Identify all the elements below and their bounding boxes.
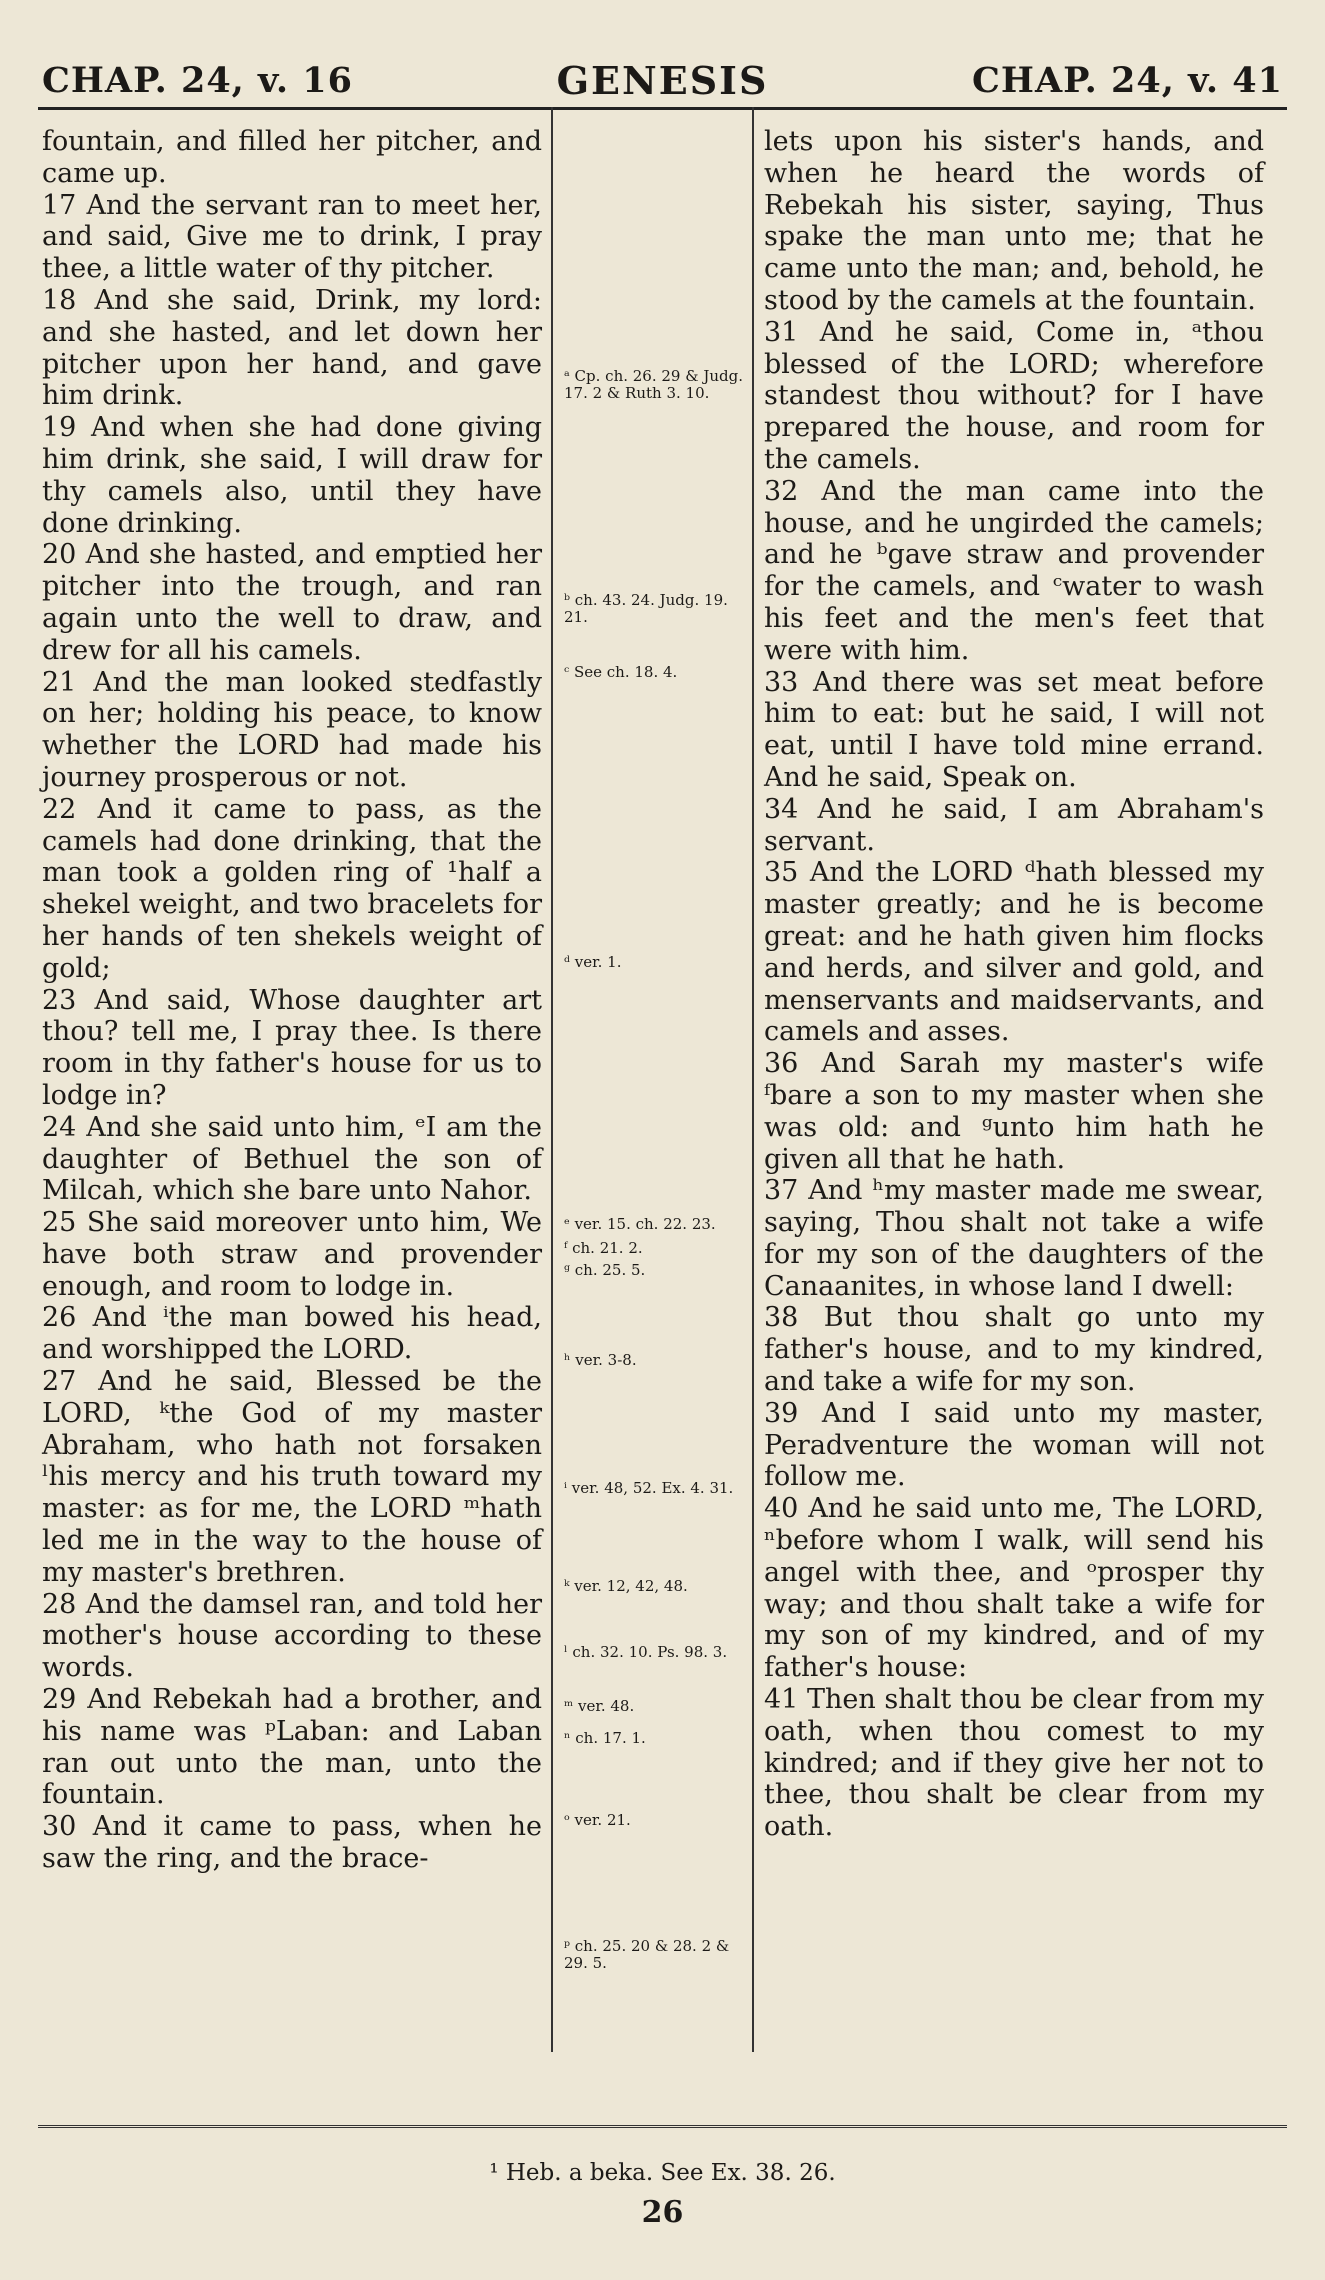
verse-paragraph: 31 And he said, Come in, ᵃthou blessed of the LORD; wherefore standest thou without? for I have prepared the house, and room for the camels. xyxy=(764,316,1264,475)
verse-paragraph: 22 And it came to pass, as the camels had done drinking, that the man took a golden ring of ¹half a shekel weight, and two bracelets for her hands of ten shekels weight of gold; xyxy=(42,793,542,984)
text-column-right xyxy=(764,126,1264,1843)
cross-reference: ⁿ ch. 17. 1. xyxy=(564,1729,646,1747)
cross-reference: ⁱ ver. 48, 52. Ex. 4. 31. xyxy=(564,1479,734,1497)
verse-paragraph: 41 Then shalt thou be clear from my oath, when thou comest to my kindred; and if they give her not to thee, thou shalt be clear from my oath. xyxy=(764,1684,1264,1843)
cross-reference: ᵏ ver. 12, 42, 48. xyxy=(564,1577,688,1595)
verse-paragraph: 24 And she said unto him, ᵉI am the daughter of Bethuel the son of Milcah, which she bare unto Nahor. xyxy=(42,1111,542,1207)
verse-paragraph: 26 And ⁱthe man bowed his head, and worshipped the LORD. xyxy=(42,1302,542,1366)
column-divider-right xyxy=(752,107,754,2052)
verse-paragraph: 18 And she said, Drink, my lord: and she hasted, and let down her pitcher upon her hand, and gave him drink. xyxy=(42,284,542,412)
verse-paragraph: 34 And he said, I am Abraham's servant. xyxy=(764,793,1264,857)
text-column-left xyxy=(42,126,542,1875)
verse-paragraph: 17 And the servant ran to meet her, and said, Give me to drink, I pray thee, a little water of thy pitcher. xyxy=(42,189,542,285)
verse-paragraph: 20 And she hasted, and emptied her pitcher into the trough, and ran again unto the well to draw, and drew for all his camels. xyxy=(42,539,542,666)
verse-paragraph: 33 And there was set meat before him to eat: but he said, I will not eat, until I have told mine errand. And he said, Speak on. xyxy=(764,666,1264,793)
verse-paragraph: 32 And the man came into the house, and he ungirded the camels; and he ᵇgave straw and provender for the camels, and ᶜwater to wash his feet and the men's feet that were with him. xyxy=(764,475,1264,666)
cross-reference: ᵈ ver. 1. xyxy=(564,953,622,971)
cross-reference: ᶜ See ch. 18. 4. xyxy=(564,663,678,681)
cross-reference: ᶠ ch. 21. 2. xyxy=(564,1239,643,1257)
verse-paragraph: 30 And it came to pass, when he saw the ring, and the brace- xyxy=(42,1811,542,1875)
footnote-rule xyxy=(38,2125,1287,2128)
cross-reference: ᵉ ver. 15. ch. 22. 23. xyxy=(564,1215,716,1233)
cross-reference: ᵇ ch. 43. 24. Judg. 19. 21. xyxy=(564,591,728,626)
verse-paragraph: 25 She said moreover unto him, We have both straw and provender enough, and room to lodge in. xyxy=(42,1207,542,1302)
verse-paragraph: 28 And the damsel ran, and told her mother's house according to these words. xyxy=(42,1588,542,1684)
page-number: 26 xyxy=(641,2195,684,2230)
cross-reference: ʰ ver. 3-8. xyxy=(564,1351,637,1369)
verse-paragraph: 40 And he said unto me, The LORD, ⁿbefore whom I walk, will send his angel with thee, and ᵒprosper thy way; and thou shalt take a wife for my son of my kindred, and of my father's house: xyxy=(764,1493,1264,1684)
verse-paragraph: 37 And ʰmy master made me swear, saying, Thou shalt not take a wife for my son of the daughters of the Canaanites, in whose land I dwell: xyxy=(764,1175,1264,1302)
header-rule xyxy=(38,107,1287,110)
verse-paragraph: 35 And the LORD ᵈhath blessed my master greatly; and he is become great: and he hath given him flocks and herds, and silver and gold, and menservants and maidservants, and camels and asses. xyxy=(764,857,1264,1048)
verse-paragraph: 36 And Sarah my master's wife ᶠbare a son to my master when she was old: and ᵍunto him hath he given all that he hath. xyxy=(764,1048,1264,1175)
header-chapter-verse-end: CHAP. 24, v. 41 xyxy=(972,60,1283,101)
cross-reference: ᵍ ch. 25. 5. xyxy=(564,1261,646,1279)
verse-paragraph: 27 And he said, Blessed be the LORD, ᵏthe God of my master Abraham, who hath not forsaken ˡhis mercy and his truth toward my master: as for me, the LORD ᵐhath led me in the way to the house of my master's brethren. xyxy=(42,1366,542,1588)
verse-paragraph: 29 And Rebekah had a brother, and his name was ᵖLaban: and Laban ran out unto the man, unto the fountain. xyxy=(42,1684,542,1811)
cross-reference: ᵐ ver. 48. xyxy=(564,1697,635,1715)
verse-paragraph: 21 And the man looked stedfastly on her; holding his peace, to know whether the LORD had made his journey prosperous or not. xyxy=(42,666,542,793)
cross-reference: ᵖ ch. 25. 20 & 28. 2 & 29. 5. xyxy=(564,1937,730,1972)
header-chapter-verse-start: CHAP. 24, v. 16 xyxy=(42,60,353,101)
footnote: ¹ Heb. a beka. See Ex. 38. 26. xyxy=(489,2160,836,2186)
cross-reference: ˡ ch. 32. 10. Ps. 98. 3. xyxy=(564,1643,728,1661)
running-header xyxy=(42,52,1283,108)
verse-paragraph: 19 And when she had done giving him drink, she said, I will draw for thy camels also, until they have done drinking. xyxy=(42,412,542,539)
cross-reference: ᵒ ver. 21. xyxy=(564,1811,631,1829)
verse-paragraph: 38 But thou shalt go unto my father's house, and to my kindred, and take a wife for my son. xyxy=(764,1302,1264,1398)
verse-paragraph: lets upon his sister's hands, and when he heard the words of Rebekah his sister, saying, Thus spake the man unto me; that he came unto the man; and, behold, he stood by the camels at the fountain. xyxy=(764,126,1264,316)
verse-paragraph: fountain, and filled her pitcher, and came up. xyxy=(42,126,542,189)
header-book-title: GENESIS xyxy=(556,58,769,103)
verse-paragraph: 39 And I said unto my master, Peradventure the woman will not follow me. xyxy=(764,1397,1264,1493)
column-divider-left xyxy=(551,107,553,2052)
verse-paragraph: 23 And said, Whose daughter art thou? tell me, I pray thee. Is there room in thy father's house for us to lodge in? xyxy=(42,984,542,1111)
cross-reference: ᵃ Cp. ch. 26. 29 & Judg. 17. 2 & Ruth 3. 10. xyxy=(564,367,744,402)
